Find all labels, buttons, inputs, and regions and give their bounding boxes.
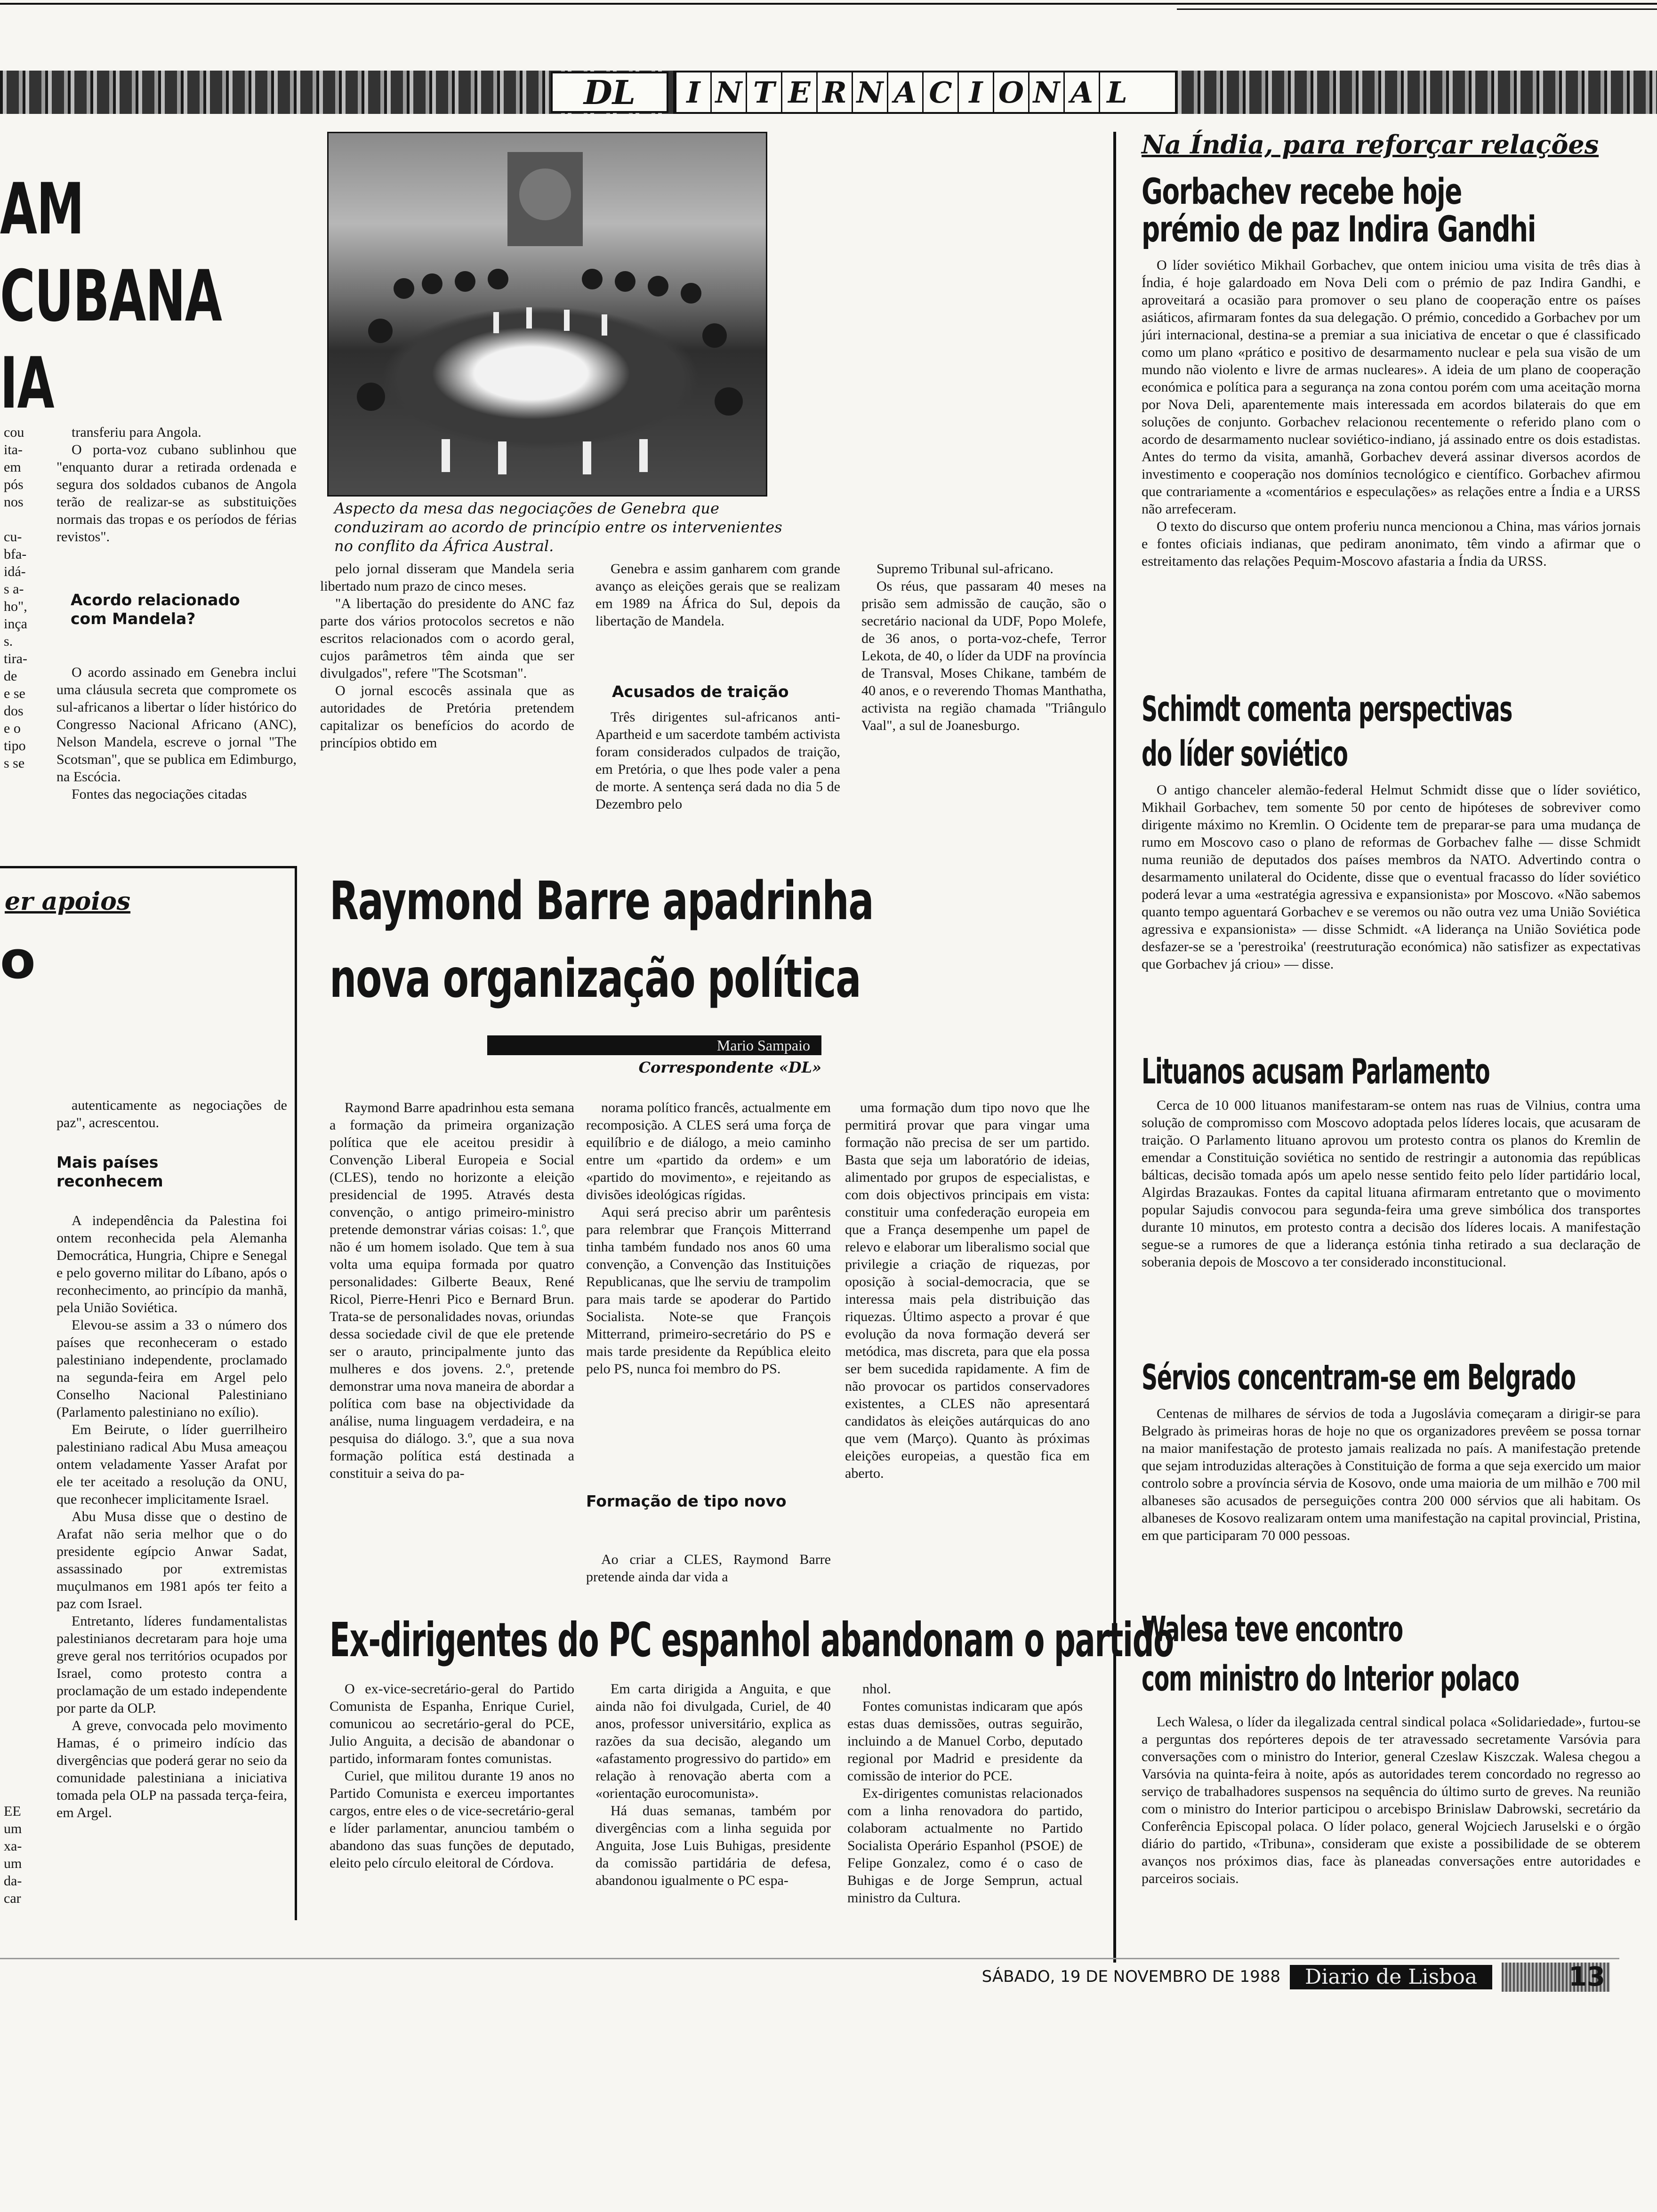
left-box-rule [0,866,297,868]
right-column-divider [1113,132,1116,1963]
barre-col-3 [845,1099,1090,1482]
edge-fragment: car [4,1891,21,1906]
barre-headline-2: nova organização política [330,948,861,1010]
paragraph: A independência da Palestina foi ontem reconhecida pela Alemanha Democrática, Hungria, Chipre e Senegal e pelo governo militar do Líbano, após o reconhecimento, ao princípio da manhã, pela União Soviética. [56,1213,287,1315]
barre-col-1 [330,1099,574,1482]
paragraph: uma formação dum tipo novo que lhe permitirá provar que para vingar uma formação não precisa de ser um partido. Basta que seja um laboratório de ideias, alimentado por grupos de especialistas, e com dois objectivos principais em vista: constituir uma confederação europeia em que a França desempenhe um papel de relevo e elaborar um liberalismo social que privilegie a criação de riquezas, por oposição à social-democracia, que se interessa mais pela distribuição das riquezas. Último aspecto a provar é que evolução da nova formação deverá ser metódica, mas discreta, para que ela possa ser bem sucedida rapidamente. A fim de não provocar os partidos conservadores existentes, a CLES não apresentará candidatos às eleições autárquicas do ano que vem (Março). Quanto às próximas eleições europeias, a questão fica em aberto. [845,1100,1090,1481]
paragraph: Entretanto, líderes fundamentalistas palestinianos decretaram para hoje uma greve geral nos territórios ocupados por Israel, como protesto contra a proclamação de um estado independente por parte da OLP. [56,1613,287,1716]
text-block [586,1099,831,1378]
olp-col-1 [56,1097,287,1131]
edge-fragment: em [4,459,21,475]
headline-fragment-1: AM [0,168,84,250]
barre-col-2b [586,1551,831,1586]
subheading-countries: Mais países reconhecem [56,1153,163,1190]
edge-fragment: nos [4,494,24,510]
text-block [861,560,1106,734]
headline-fragment-2: CUBANA [0,256,222,337]
subheading-mandela: Acordo relacionado com Mandela? [71,591,240,628]
paragraph: Fontes das negociações citadas [72,786,247,802]
text-block [1142,1713,1641,1887]
footer-paper-name: Diario de Lisboa [1290,1965,1492,1989]
paragraph: O porta-voz cubano sublinhou que "enquanto durar a retirada ordenada e segura dos soldados cubanos de Angola terão de realizar-se as substituições normais das tropas e os períodos de férias revistos". [56,442,297,545]
section-letter: L [1099,72,1134,112]
section-letter: E [781,72,816,112]
seated-delegates [357,269,743,416]
negotiations-photo [327,132,767,497]
section-letter: A [887,72,922,112]
cropped-column-edge [4,424,41,772]
paragraph: Supremo Tribunal sul-africano. [877,561,1054,577]
left-story-col-a [56,424,297,545]
text-block [845,1099,1090,1482]
paragraph: O líder soviético Mikhail Gorbachev, que ontem iniciou uma visita de três dias à Índia, é hoje galardoado em Nova Deli com o prémio de paz Indira Gandhi, e aproveitará a ocasião para promover o seu plano de cooperação entre os países asiáticos, afirmaram fontes da sua delegação. O prémio, concedido a Gorbachev por um júri internacional, destina-se a premiar a sua iniciativa de encetar o que é classificado como um plano «prático e positivo de desarmamento nuclear e pela sua visão de um mundo não violento e livre de armas nucleares». A ideia de um plano de cooperação económica e política para a segurança na zona contou porém com uma aceitação morna por Nova Deli, aparentemente mais interessada em acordos bilaterais do que em soluções de conjunto. Gorbachev relacionou recentemente o referido plano com o acordo de desarmamento nuclear soviético-indiano, já assinado entre os dois estadistas. Antes do termo da visita, amanhã, Gorbachev deverá assinar diversos acordos de investimento e cooperação nos domínios tecnológico e científico. Gorbachev afirmou que contrariamente a «comentários e especulações» as relações entre a Índia e a URSS não arrefeceram. [1142,257,1641,517]
paragraph: norama político francês, actualmente em recomposição. A CLES será uma força de equilíbrio e de diálogo, a meio caminho entre um «partido da ordem» e um «partido do movimento», e rejeitando as divisões ideológicas rígidas. [586,1100,831,1202]
text-block [1142,1405,1641,1544]
byline: Mario Sampaio [487,1035,821,1055]
lituanos-body [1142,1097,1641,1271]
text-block [330,1099,574,1482]
paragraph: transferiu para Angola. [72,425,201,440]
section-letter: N [852,72,887,112]
servios-body [1142,1405,1641,1544]
edge-fragment: dos [4,703,24,719]
schmidt-headline-2: do líder soviético [1142,734,1348,774]
paragraph: Curiel, que militou durante 19 anos no Partido Comunista e exerceu importantes cargos, entre eles o de vice-secretário-geral e líder parlamentar, anunciou também o abandono das suas funções de deputado, eleito pelo círculo eleitoral de Córdova. [330,1768,574,1871]
edge-fragment: s a- [4,581,24,597]
section-letter: I [675,72,710,112]
edge-fragment: ita- [4,442,23,457]
section-letter: T [746,72,781,112]
edge-fragment: EE [4,1803,21,1819]
section-letter: R [816,72,852,112]
page-number: 13 [1502,1963,1610,1992]
section-title [675,72,1134,112]
text-block [320,560,574,752]
paragraph: "A libertação do presidente do ANC faz parte dos vários protocolos secretos e não escritos relacionados com o acordo geral, cujos parâmetros têm ainda que ser divulgados", refere "The Scotsman". [320,596,574,681]
paragraph: Fontes comunistas indicaram que após estas duas demissões, outras seguirão, incluindo a de Manuel Corbo, deputado regional por Madrid e presidente da comissão de interior do PCE. [847,1699,1083,1784]
gorbachev-headline-1: Gorbachev recebe hoje [1142,170,1462,212]
text-block [330,1680,574,1872]
paragraph: Ao criar a CLES, Raymond Barre pretende ainda dar vida a [586,1552,831,1585]
text-block [56,1097,287,1131]
barre-headline-1: Raymond Barre apadrinha [330,871,874,932]
walesa-headline-1: Walesa teve encontro [1142,1609,1403,1650]
paragraph: Raymond Barre apadrinhou esta semana a formação da primeira organização política que ele aceitou presidir à Convenção Liberal Europeia e Social (CLES), tendo no horizonte a eleição presidencial de 1995. Através desta convenção, o antigo primeiro-ministro pretende demonstrar várias coisas: 1.º, que não é um homem isolado. Que tem à sua volta uma equipa formada por quatro personalidades: Gilberte Beaux, René Ricol, Pierre-Henri Pico e Bernard Brun. Trata-se de personalidades novas, oriundas dessa sociedade civil de que ele pretende ser o arauto, principalmente junto das mulheres e dos jovens. 2.º, pretende demonstrar uma nova maneira de abordar a política com base na objectividade da análise, numa linguagem verdadeira, e na pesquisa do diálogo. 3.º, que a sua nova formação política está destinada a constituir a seiva do pa- [330,1100,574,1481]
text-block [1142,256,1641,570]
paragraph: Em carta dirigida a Anguita, e que ainda não foi divulgada, Curiel, de 40 anos, professor universitário, explica as razões da sua decisão, alegando um «afastamento progressivo do partido» em relação à renovação aberta com a «orientação eurocomunista». [595,1681,831,1801]
emblem-seal [519,168,571,220]
left-story-col-b [56,664,297,803]
subheading-treason: Acusados de traição [612,682,789,701]
section-letter: O [993,72,1028,112]
right-kicker: Na Índia, para reforçar relações [1142,129,1599,160]
edge-fragment: tipo [4,738,26,753]
correspondent: Correspondente «DL» [638,1058,821,1076]
left-story-col-e [861,560,1106,734]
edge-fragment: e o [4,721,21,736]
paragraph: nhol. [862,1681,891,1697]
olp-col-2 [56,1212,287,1821]
edge-fragment: s se [4,755,25,771]
water-bottles [442,307,648,474]
top-rule-2 [1177,8,1657,10]
text-block [56,424,297,545]
section-letter: I [957,72,993,112]
text-block [1142,1097,1641,1271]
section-letter: A [1063,72,1099,112]
edge-fragment: da- [4,1873,22,1889]
paragraph: Elevou-se assim a 33 o número dos países que reconheceram o estado palestiniano independente, proclamado na segunda-feira em Argel pelo Conselho Nacional Palestiniano (Parlamento palestiniano no exílio). [56,1317,287,1420]
text-block [56,1212,287,1821]
cropped-column-edge-olp [4,1803,41,1907]
paragraph: Cerca de 10 000 lituanos manifestaram-se ontem nas ruas de Vilnius, contra uma solução de compromisso com Moscovo adoptada pelos líderes locais, que acusaram de traição. O Parlamento lituano aprovou um protesto contra os planos do Kremlin de emendar a Constituição soviética no sentido de restringir a autonomia das repúblicas bálticas, decisão tomada após um apelo nesse sentido feito pelo líder partidário local, Algirdas Brazaukas. Fontes da capital lituana afirmaram entretanto que o movimento popular Sajudis convocou para segunda-feira uma greve simbólica dos transportes durante 10 minutos, em protesto contra a decisão dos líderes locais. A manifestação segue-se a rumores de que a liderança estónia tinha retirado a sua declaração de soberania depois de Moscovo a ter considerado inconstitucional. [1142,1098,1641,1270]
edge-fragment: ho", [4,599,27,614]
text-block [56,664,297,803]
schmidt-body [1142,781,1641,973]
pce-headline: Ex-dirigentes do PC espanhol abandonam o partido [330,1612,1174,1667]
gorbachev-headline-2: prémio de paz Indira Gandhi [1142,208,1536,250]
paragraph: Genebra e assim ganharem com grande avanço as eleições gerais que se realizam em 1989 na África do Sul, depois da libertação de Mandela. [595,561,840,629]
logo: DL [551,72,668,113]
paragraph: O ex-vice-secretário-geral do Partido Comunista de Espanha, Enrique Curiel, comunicou ao secretário-geral do PCE, Julio Anguita, a decisão de abandonar o partido, informaram fontes comunistas. [330,1681,574,1766]
text-block [847,1680,1083,1907]
edge-fragment: idá- [4,564,26,579]
section-letter: C [922,72,957,112]
edge-fragment: um [4,1856,22,1871]
top-rule [0,3,1657,5]
edge-fragment: tira- [4,651,27,666]
text-block [595,1680,831,1889]
left-box-border [295,866,297,1920]
edge-fragment: cou [4,425,24,440]
section-letter: N [1028,72,1063,112]
edge-fragment: de [4,668,17,684]
olp-headline-fragment: o [0,930,35,990]
servios-headline: Sérvios concentram-se em Belgrado [1142,1357,1576,1398]
subheading-new-formation: Formação de tipo novo [586,1492,787,1510]
schmidt-headline-1: Schimdt comenta perspectivas [1142,689,1512,729]
edge-fragment: s. [4,633,13,649]
edge-fragment: inça [4,616,27,632]
headline-fragment-3: IA [0,343,54,425]
paragraph: O jornal escocês assinala que as autoridades de Pretória pretendem capitalizar os benefícios do acordo de princípios obtido em [320,683,574,751]
text-block [1142,781,1641,973]
footer-rule [0,1958,1619,1959]
lituanos-headline: Lituanos acusam Parlamento [1142,1051,1490,1092]
paragraph: Aqui será preciso abrir um parêntesis para relembrar que François Mitterrand tinha também fundado nos anos 60 uma convenção, a Convenção das Instituições Republicanas, que lhe serviu de trampolim para mais tarde se apoderar do Partido Socialista. Note-se que François Mitterrand, primeiro-secretário do PS e mais tarde presidente da República eleito pelo PS, nunca foi membro do PS. [586,1204,831,1377]
section-letter: N [710,72,746,112]
olp-kicker: er apoios [5,887,131,916]
barre-col-2 [586,1099,831,1378]
edge-fragment: pós [4,477,24,492]
pce-col-2 [595,1680,831,1889]
walesa-body [1142,1713,1641,1887]
edge-fragment: e se [4,686,25,701]
paragraph: Há duas semanas, também por divergências com a linha seguida por Anguita, Jose Luis Buhigas, presidente da comissão partidária de defesa, abandonou igualmente o PC espa- [595,1803,831,1888]
paragraph: pelo jornal disseram que Mandela seria libertado num prazo de cinco meses. [320,561,574,594]
paragraph: O antigo chanceler alemão-federal Helmut Schmidt disse que o líder soviético, Mikhail Gorbachev, tem somente 50 por cento de hipóteses de sobreviver como dirigente máximo no Kremlin. O Ocidente tem de preparar-se para uma mudança de rumo em Moscovo caso o plano de reformas de Gorbachev falhe — disse Schmidt numa reunião de deputados dos países membros da NATO. Advertindo contra o desarmamento unilateral do Ocidente, disse que o eventual fracasso do líder soviético poderá levar a uma «estratégia agressiva e expansionista» por Moscovo. «Não sabemos quanto tempo aguentará Gorbachev e se veremos ou não outra vez uma União Soviética agressiva e expansionista» — disse Schmidt. «A liderança na União Soviética pode desfazer-se se a 'perestroika' (reestruturação económica) não satisfizer as expectativas que Gorbachev já criou» — disse. [1142,782,1641,972]
edge-fragment: um [4,1821,22,1836]
pce-col-1 [330,1680,574,1872]
pce-col-3 [847,1680,1083,1907]
paragraph: Em Beirute, o líder guerrilheiro palestiniano radical Abu Musa ameaçou ontem veladamente Yasser Arafat por ele ter aceitado a resolução da ONU, que reconhecer implicitamente Israel. [56,1422,287,1507]
text-block [595,708,840,813]
left-story-col-d [595,560,840,630]
section-title-box [673,71,1177,114]
paragraph: A greve, convocada pelo movimento Hamas, é o primeiro indício das divergências que poderá gerar no seio da comunidade palestiniana a iniciativa tomada pela OLP na passada terça-feira, em Argel. [56,1718,287,1820]
photo-caption: Aspecto da mesa das negociações de Genebra que conduziram ao acordo de princípio entre os intervenientes no conflito da África Austral. [334,499,782,555]
paragraph: O acordo assinado em Genebra inclui uma cláusula secreta que compromete os sul-africanos a libertar o líder histórico do Congresso Nacional Africano (ANC), Nelson Mandela, escreve o jornal "The Scotsman", que se publica em Edimburgo, na Escócia. [56,665,297,785]
left-story-col-c [320,560,574,752]
paragraph: Abu Musa disse que o destino de Arafat não seria melhor que o do presidente egípcio Anwar Sadat, assassinado por extremistas muçulmanos em 1981 após ter feito a paz com Israel. [56,1509,287,1611]
edge-fragment [4,511,41,528]
edge-fragment: cu- [4,529,22,545]
paragraph: Três dirigentes sul-africanos anti-Apartheid e um sacerdote também activista foram considerados culpados de traição, em Pretória, o que lhes pode valer a pena de morte. A sentença será dada no dia 5 de Dezembro pelo [595,709,840,812]
paragraph: autenticamente as negociações de paz", acrescentou. [56,1098,287,1130]
text-block [586,1551,831,1586]
photo-illustration [329,133,766,495]
footer-date: SÁBADO, 19 DE NOVEMBRO DE 1988 [981,1967,1280,1986]
edge-fragment: bfa- [4,546,27,562]
paragraph: Os réus, que passaram 40 meses na prisão sem admissão de caução, são o secretário nacional da UDF, Popo Molefe, de 36 anos, o porta-voz-chefe, Terror Lekota, de 40, o líder da UDF na província de Transval, Moses Chikane, também de 40 anos, e o reverendo Thomas Manthatha, activista na região chamada "Triângulo Vaal", a sul de Joanesburgo. [861,578,1106,733]
paragraph: Lech Walesa, o líder da ilegalizada central sindical polaca «Solidariedade», furtou-se a perguntas dos repórteres depois de ter atravessado secretamente Varsóvia para conversações com o ministro do Interior, general Czeslaw Kiszczak. Walesa chegou a Varsóvia na quinta-feira à noite, após as autoridades terem concordado no regresso ao serviço de trabalhadores suspensos na sequência do último surto de greves. Na reunião com o ministro do Interior participou o arcebispo Brinislaw Dabrowski, secretário da Conferência Episcopal polaca. O líder polaco, general Wojciech Jaruselski e o órgão diário do partido, «Tribuna», consideram que existe a possibilidade de se obterem avanços nos próximos dias, face às planeadas conversações entre autoridades e parceiros sociais. [1142,1714,1641,1886]
walesa-headline-2: com ministro do Interior polaco [1142,1659,1519,1699]
gorbachev-body [1142,256,1641,570]
edge-fragment: xa- [4,1838,22,1854]
left-story-col-d2 [595,708,840,813]
paragraph: Centenas de milhares de sérvios de toda a Jugoslávia começaram a dirigir-se para Belgrado às primeiras horas de hoje no que os organizadores prevêem se possa tornar na maior manifestação de protesto jamais realizada no país. A manifestação pretende que sejam introduzidas alterações à Constituição de forma a que seja exercido um maior controlo sobre a província sérvia de Kosovo, onde uma maioria de um milhão e 700 mil albaneses são acusados de perseguições contra 200 000 sérvios que ali habitam. Os albaneses de Kosovo realizaram ontem uma manifestação na capital provincial, Pristina, em que participaram 70 000 pessoas. [1142,1406,1641,1543]
paragraph: O texto do discurso que ontem proferiu nunca mencionou a China, mas vários jornais e fontes oficiais indianas, que pediram anonimato, têm vindo a afirmar que o estreitamento das relações Pequim-Moscovo afastaria a Índia da URSS. [1142,519,1641,569]
text-block [595,560,840,630]
paragraph: Ex-dirigentes comunistas relacionados com a linha renovadora do partido, colaboram actualmente no Partido Socialista Operário Espanhol (PSOE) de Felipe Gonzalez, como é o caso de Buhigas e de Jorge Semprun, actual ministro da Cultura. [847,1786,1083,1906]
